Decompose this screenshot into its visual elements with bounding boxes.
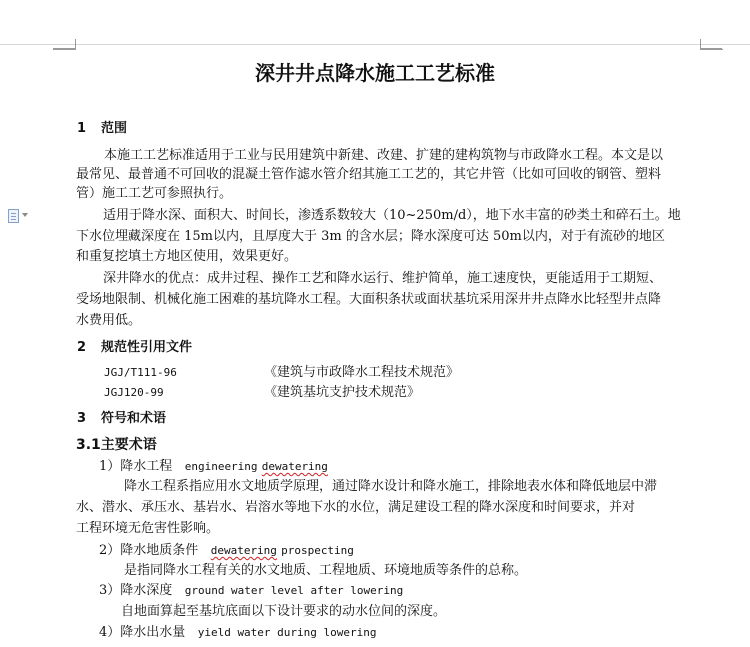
reference-row: [104, 364, 459, 382]
document-icon: [8, 209, 19, 223]
paragraph-line: 管）施工工艺可参照执行。: [76, 186, 233, 201]
page-top-edge: [0, 44, 750, 45]
paragraph-line: 下水位埋藏深度在 15m以内，且厚度大于 3m 的含水层；降水深度可达 50m以内，对于有流砂的地区: [76, 229, 665, 244]
term-definition-line: 自地面算起至基坑底面以下设计要求的动水位间的深度。: [121, 604, 447, 619]
term-index: 1）: [99, 459, 121, 474]
section-1-heading: [77, 120, 127, 138]
crop-mark-right-base: [700, 48, 722, 49]
section-3-heading: [77, 410, 166, 428]
section-number: 2: [77, 340, 87, 355]
paragraph-line: 受场地限制、机械化施工困难的基坑降水工程。大面积条状或面状基坑采用深井井点降水比轻型井点降: [76, 292, 662, 307]
section-number: 1: [77, 121, 87, 136]
term-heading: [99, 542, 354, 560]
term-en: ground water level after lowering: [184, 584, 404, 597]
document-title: 深井井点降水施工工艺标准: [255, 61, 495, 85]
term-zh: 降水出水量: [120, 625, 186, 640]
term-definition-line: 工程环境无危害性影响。: [76, 521, 220, 536]
section-title: 符号和术语: [101, 411, 167, 426]
term-zh: 降水地质条件: [120, 543, 199, 558]
subsection-heading: 3.1主要术语: [76, 437, 157, 453]
crop-mark-left-base: [53, 48, 75, 49]
reference-name: 《建筑基坑支护技术规范》: [264, 385, 421, 400]
paragraph-line: 水费用低。: [76, 313, 142, 328]
term-heading: [99, 458, 328, 476]
caret-down-icon: [22, 213, 28, 217]
section-2-heading: [77, 339, 192, 357]
term-index: 3）: [99, 583, 121, 598]
paragraph-line: 适用于降水深、面积大、时间长，渗透系数较大（10~250m/d），地下水丰富的砂类土和碎石土。地: [103, 208, 681, 223]
term-definition-line: 是指同降水工程有关的水文地质、工程地质、环境地质等条件的总称。: [124, 563, 528, 578]
term-heading: [99, 582, 403, 600]
term-en: yield water during lowering: [197, 626, 377, 639]
term-index: 2）: [99, 543, 121, 558]
reference-code: JGJ120-99: [104, 386, 164, 399]
reference-name: 《建筑与市政降水工程技术规范》: [264, 365, 460, 380]
section-title: 范围: [101, 121, 128, 136]
term-index: 4）: [99, 625, 121, 640]
paragraph-line: 和重复挖填土方地区使用，效果更好。: [76, 249, 298, 264]
reference-row: [104, 384, 420, 402]
term-en-misspelled: dewatering: [210, 544, 277, 557]
paragraph-line: 本施工工艺标准适用于工业与民用建筑中新建、改建、扩建的建构筑物与市政降水工程。本文是以: [104, 148, 664, 163]
section-number: 3: [77, 411, 87, 426]
paragraph-options-icon[interactable]: [8, 209, 28, 223]
section-title: 规范性引用文件: [101, 340, 193, 355]
term-en: engineering: [184, 460, 258, 473]
term-en-misspelled: dewatering: [261, 460, 328, 473]
term-zh: 降水工程: [120, 459, 173, 474]
paragraph-line: 深井降水的优点：成井过程、操作工艺和降水运行、维护简单，施工速度快，更能适用于工期短、: [103, 271, 663, 286]
term-definition-line: 降水工程系指应用水文地质学原理，通过降水设计和降水施工，排除地表水体和降低地层中滞: [124, 479, 658, 494]
term-zh: 降水深度: [120, 583, 173, 598]
paragraph-line: 最常见、最普通不可回收的混凝土管作滤水管介绍其施工工艺的，其它井管（比如可回收的钢管、塑料: [76, 167, 662, 182]
term-en: prospecting: [281, 544, 354, 557]
term-definition-line: 水、潜水、承压水、基岩水、岩溶水等地下水的水位，满足建设工程的降水深度和时间要求，并对: [76, 500, 636, 515]
term-heading: [99, 624, 377, 642]
reference-code: JGJ/T111-96: [104, 366, 177, 379]
